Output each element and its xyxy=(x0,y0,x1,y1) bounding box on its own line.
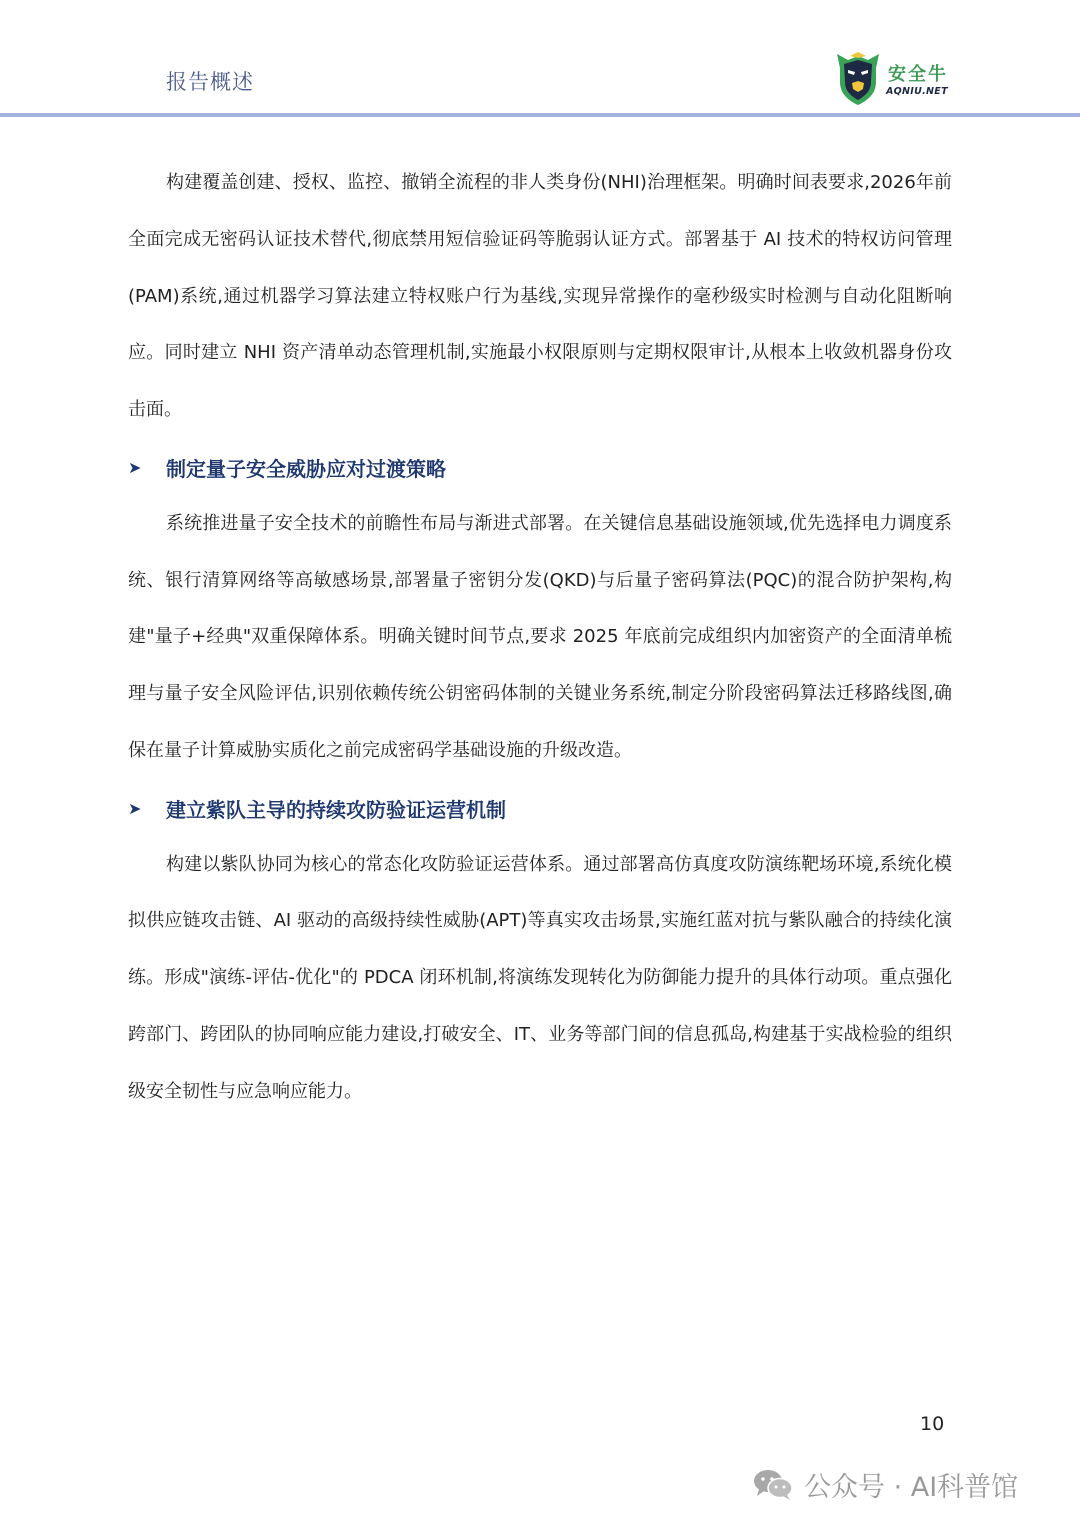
intro-paragraph: 构建覆盖创建、授权、监控、撤销全流程的非人类身份(NHI)治理框架。明确时间表要求,2026年前全面完成无密码认证技术替代,彻底禁用短信验证码等脆弱认证方式。部署基于 AI 技术的特权访问管理(PAM)系统,通过机器学习算法建立特权账户行为基线,实现异常操作的毫秒级实时检测与自动化阻断响应。同时建立 NHI 资产清单动态管理机制,实施最小权限原则与定期权限审计,从根本上收敛机器身份攻击面。 xyxy=(128,172,952,421)
section-heading-text: 建立紫队主导的持续攻防验证运营机制 xyxy=(166,797,506,822)
section-heading-text: 制定量子安全威胁应对过渡策略 xyxy=(166,456,446,481)
wechat-watermark xyxy=(752,1464,1018,1504)
arrow-bullet-icon: ➤ xyxy=(128,457,142,477)
header-title: 报告概述 xyxy=(166,70,254,94)
page-number: 10 xyxy=(920,1413,945,1435)
arrow-bullet-icon: ➤ xyxy=(128,798,142,818)
section-heading-purple-team xyxy=(128,780,952,837)
section-heading-quantum xyxy=(128,439,952,496)
wechat-icon xyxy=(752,1467,794,1501)
watermark-text: 公众号 · AI科普馆 xyxy=(804,1471,1019,1503)
logo-text-cn: 安全牛 xyxy=(888,64,948,85)
section-paragraph-quantum: 系统推进量子安全技术的前瞻性布局与渐进式部署。在关键信息基础设施领域,优先选择电力调度系统、银行清算网络等高敏感场景,部署量子密钥分发(QKD)与后量子密码算法(PQC)的混合防护架构,构建"量子+经典"双重保障体系。明确关键时间节点,要求 2025 年底前完成组织内加密资产的全面清单梳理与量子安全风险评估,识别依赖传统公钥密码体制的关键业务系统,制定分阶段密码算法迁移路线图,确保在量子计算威胁实质化之前完成密码学基础设施的升级改造。 xyxy=(128,512,952,761)
section-paragraph-purple-team: 构建以紫队协同为核心的常态化攻防验证运营体系。通过部署高仿真度攻防演练靶场环境,系统化模拟供应链攻击链、AI 驱动的高级持续性威胁(APT)等真实攻击场景,实施红蓝对抗与紫队融合的持续化演练。形成"演练-评估-优化"的 PDCA 闭环机制,将演练发现转化为防御能力提升的具体行动项。重点强化跨部门、跨团队的协同响应能力建设,打破安全、IT、业务等部门间的信息孤岛,构建基于实战检验的组织级安全韧性与应急响应能力。 xyxy=(128,853,952,1102)
bull-shield-icon xyxy=(834,48,882,106)
aqniu-logo xyxy=(834,48,964,106)
logo-text-en: AQNIU.NET xyxy=(886,86,948,97)
document-body xyxy=(128,155,952,1121)
header-divider xyxy=(0,113,1080,117)
